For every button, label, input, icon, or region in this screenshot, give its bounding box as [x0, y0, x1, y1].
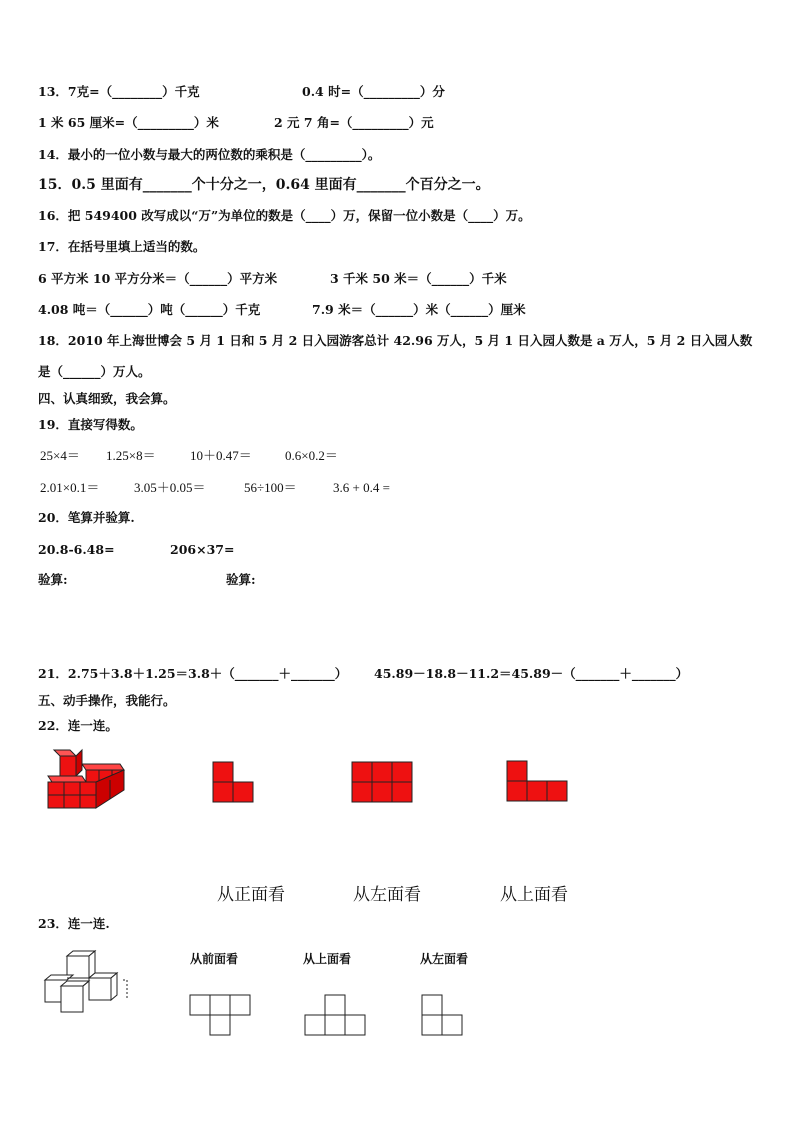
q19-title: 19．直接写得数。	[38, 417, 143, 432]
q13-line2-right: 2 元 7 角=（_________）元	[274, 115, 434, 130]
q19-r2-c4: 3.6 + 0.4 =	[333, 480, 390, 495]
q22-caption-left: 从左面看	[353, 885, 421, 905]
q20-check1: 验算:	[38, 572, 68, 587]
q23-title: 23．连一连.	[38, 916, 110, 931]
q17-row2-right: 7.9 米＝（______）米（______）厘米	[312, 302, 526, 317]
section5-heading: 五、动手操作，我能行。	[38, 693, 176, 708]
q19-r1-c3: 10＋0.47＝	[190, 448, 252, 463]
q13-line1-right: 0.4 时=（_________）分	[302, 84, 445, 99]
q13-line1-left: 13．7克=（________）千克	[38, 84, 200, 99]
q23-wire-cube-figure	[43, 950, 135, 1016]
q23-caption-left: 从左面看	[420, 952, 469, 966]
q19-r1-c2: 1.25×8＝	[106, 448, 156, 463]
q21-right: 45.89－18.8－11.2＝45.89－（_______＋_______）	[374, 666, 689, 681]
q23-caption-top: 从上面看	[303, 952, 352, 966]
q18-line2: 是（______）万人。	[38, 364, 151, 379]
q22-cube-stack-figure	[44, 746, 126, 812]
q22-title: 22．连一连。	[38, 718, 118, 733]
q19-r2-c1: 2.01×0.1＝	[40, 480, 100, 495]
q19-r1-c4: 0.6×0.2＝	[285, 448, 338, 463]
q19-r2-c3: 56÷100＝	[244, 480, 297, 495]
q23-caption-front: 从前面看	[190, 952, 239, 966]
q20-title: 20．笔算并验算.	[38, 510, 135, 525]
q20-expr1: 20.8-6.48=	[38, 542, 115, 557]
q17-row1-right: 3 千米 50 米＝（______）千米	[330, 271, 507, 286]
q23-view-inverted-t	[304, 994, 366, 1036]
q21-left: 21．2.75＋3.8＋1.25＝3.8＋（_______＋_______）	[38, 666, 348, 681]
q20-expr2: 206×37=	[170, 542, 235, 557]
q15-text: 15．0.5 里面有_______个十分之一，0.64 里面有_______个百分之一。	[38, 177, 490, 193]
q22-caption-front: 从正面看	[217, 885, 285, 905]
q17-row1-left: 6 平方米 10 平方分米＝（______）平方米	[38, 271, 278, 286]
q22-view-l-shape	[212, 761, 256, 803]
q13-line2-left: 1 米 65 厘米=（_________）米	[38, 115, 219, 130]
q22-view-grid	[351, 761, 413, 803]
q23-view-t-shape	[189, 994, 251, 1036]
q17-title: 17．在括号里填上适当的数。	[38, 239, 206, 254]
q20-check2: 验算:	[226, 572, 256, 587]
q16-text: 16．把 549400 改写成以“万”为单位的数是（____）万，保留一位小数是（____）万。	[38, 208, 531, 223]
q19-r2-c2: 3.05＋0.05＝	[134, 480, 206, 495]
q17-row2-left: 4.08 吨＝（______）吨（______）千克	[38, 302, 261, 317]
q23-view-l-shape	[421, 994, 465, 1036]
q22-view-long-l	[506, 760, 568, 802]
q14-text: 14．最小的一位小数与最大的两位数的乘积是（_________）。	[38, 147, 381, 162]
section4-heading: 四、认真细致，我会算。	[38, 391, 176, 406]
q18-line1: 18．2010 年上海世博会 5 月 1 日和 5 月 2 日入园游客总计 42.96 万人，5 月 1 日入园人数是 a 万人，5 月 2 日入园人数	[38, 333, 753, 348]
q19-r1-c1: 25×4＝	[40, 448, 80, 463]
q22-caption-top: 从上面看	[500, 885, 568, 905]
